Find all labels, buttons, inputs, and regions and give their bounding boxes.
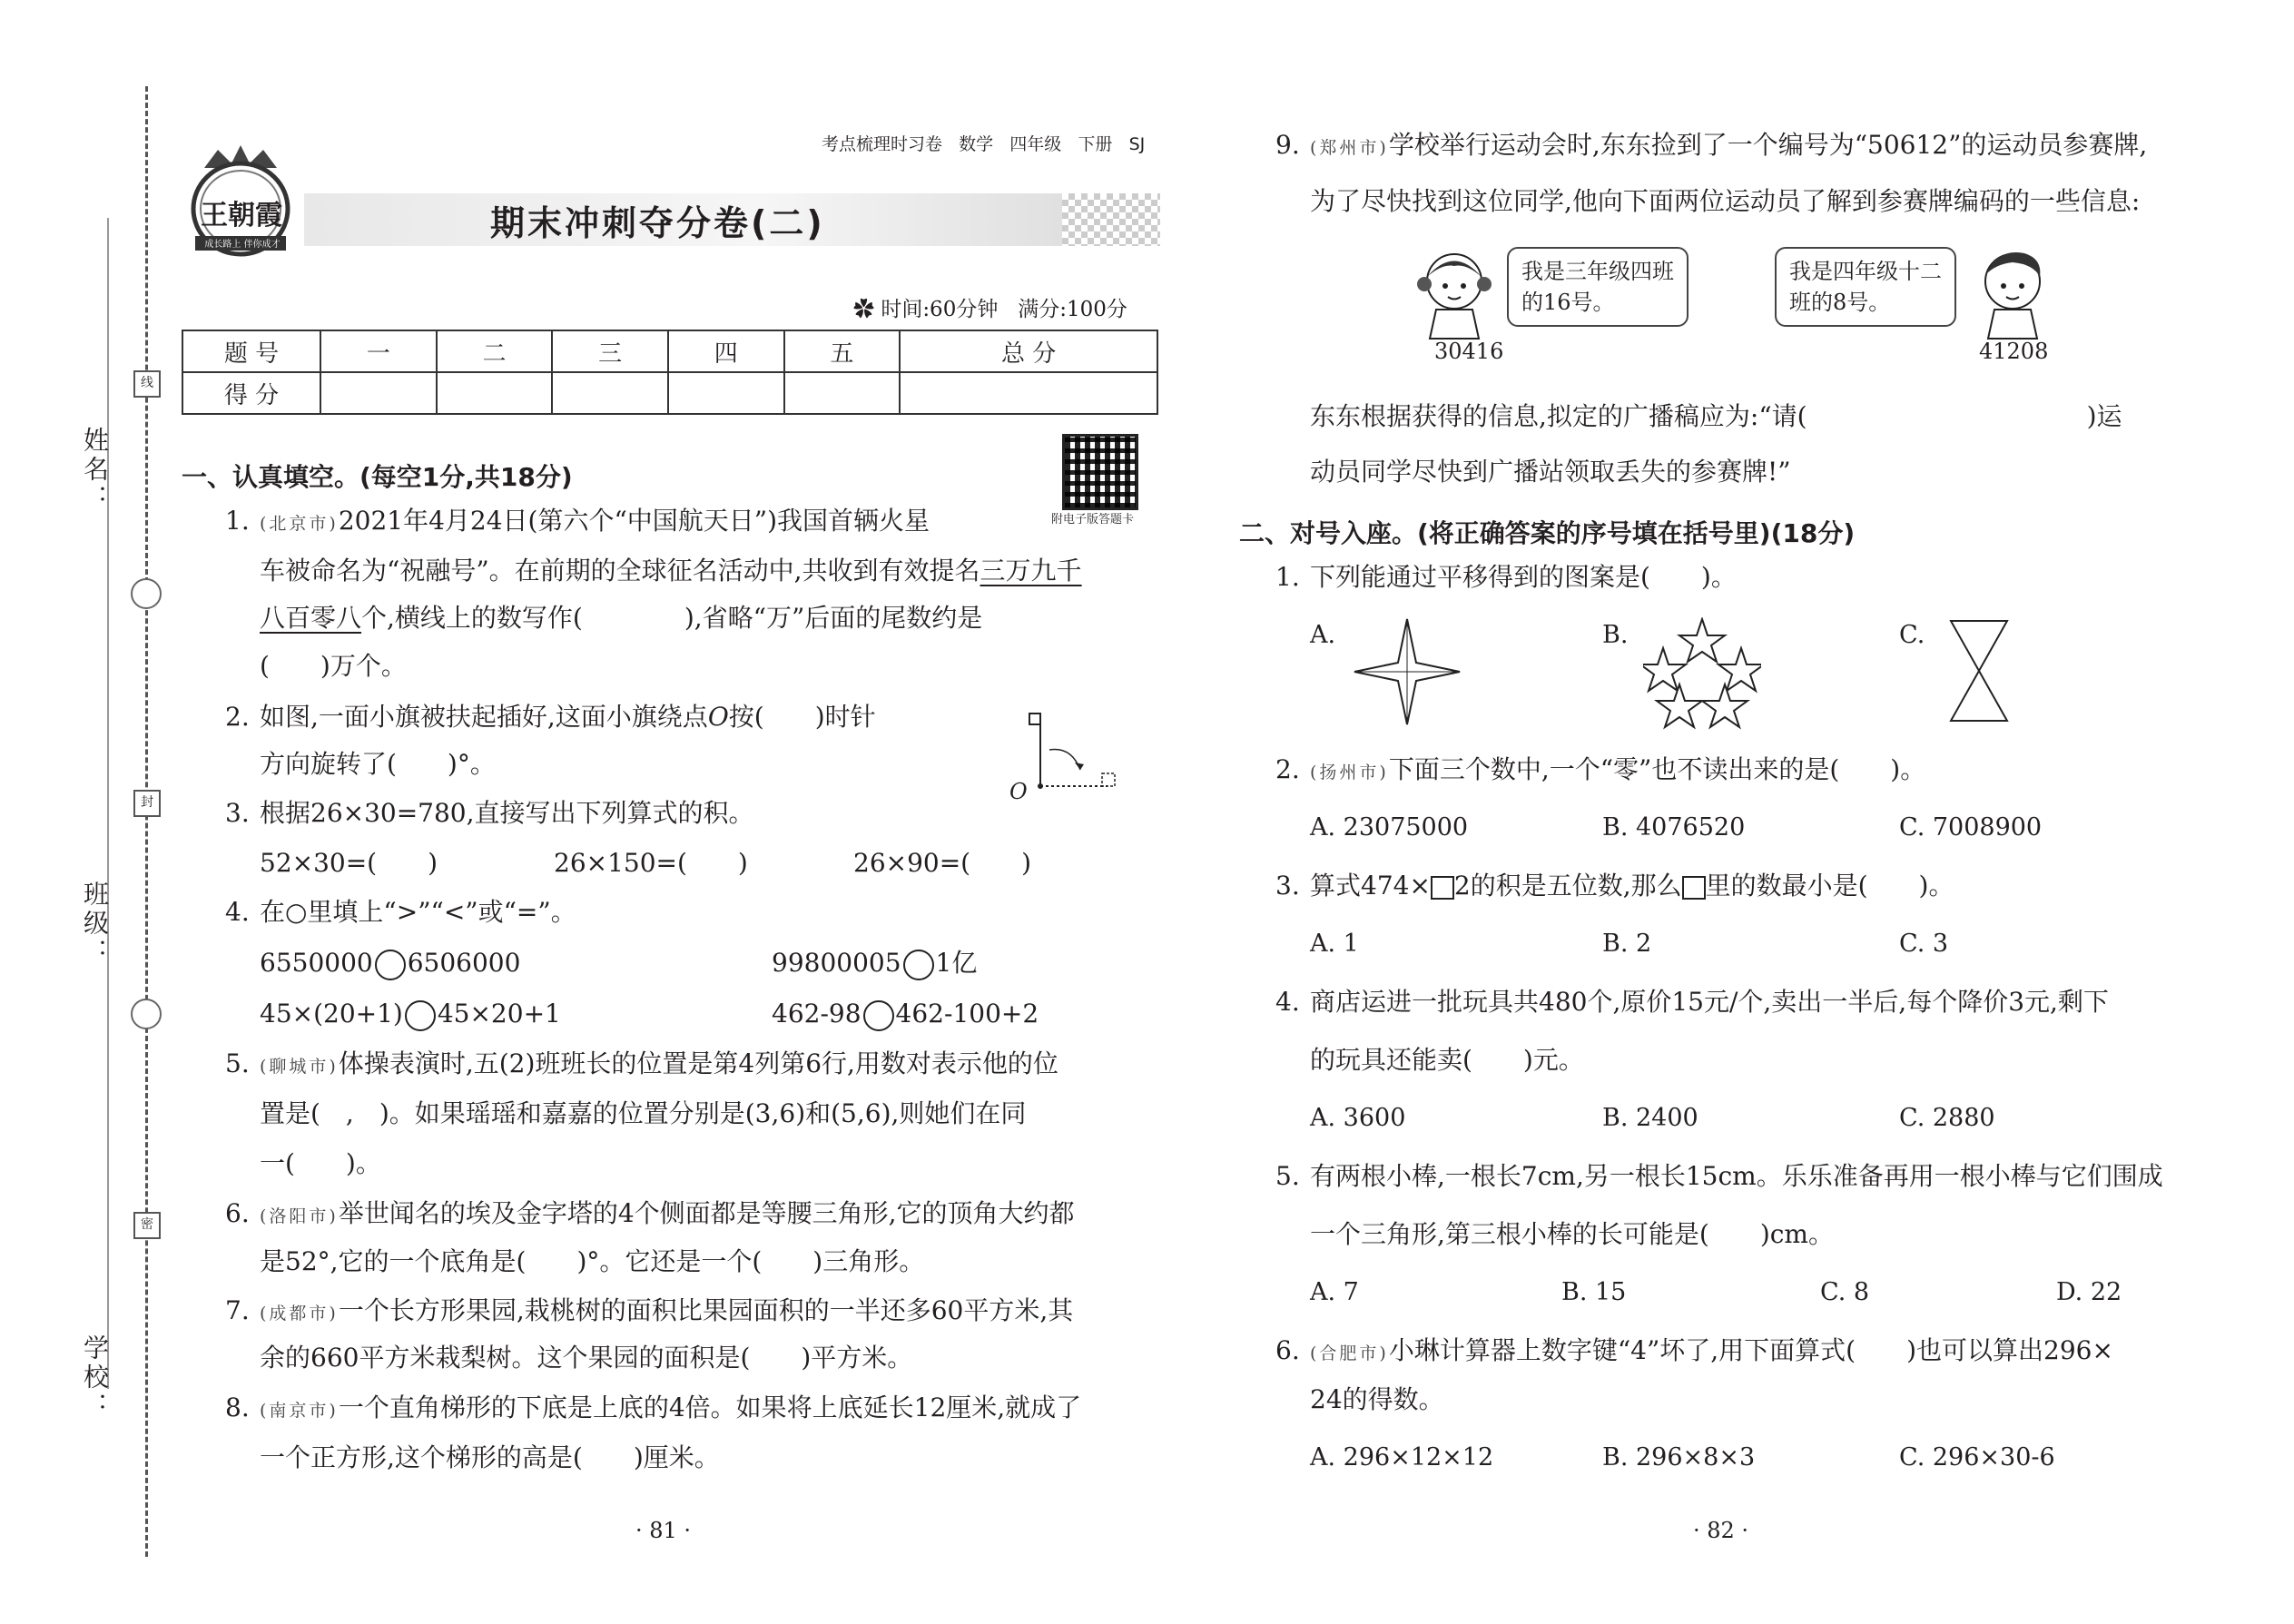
q3-text: 根据26×30=780,直接写出下列算式的积。 bbox=[260, 798, 754, 828]
subject: 数学 bbox=[959, 134, 994, 154]
q1-line2 bbox=[260, 553, 1082, 589]
q6-text: 举世闻名的埃及金字塔的4个侧面都是等腰三角形,它的顶角大约都 bbox=[338, 1198, 1075, 1228]
edition: SJ bbox=[1128, 134, 1146, 154]
score-input-cell[interactable] bbox=[784, 372, 901, 414]
q2-point-o: O bbox=[707, 702, 729, 732]
q8-line1 bbox=[225, 1390, 1081, 1429]
s2-q1-option-b[interactable]: B. bbox=[1602, 621, 1629, 649]
q3-b: 26×150=( ) bbox=[554, 848, 748, 878]
page-title: 期末冲刺夺分卷(二) bbox=[490, 203, 825, 243]
compare-circle-input[interactable] bbox=[405, 1000, 436, 1031]
table-cell: 一 bbox=[320, 330, 437, 372]
score-table bbox=[182, 330, 1158, 415]
q5-number: 5. bbox=[225, 1048, 250, 1078]
table-cell: 四 bbox=[668, 330, 784, 372]
q6-number: 6. bbox=[225, 1198, 250, 1228]
s2-q3-option-a[interactable]: A. 1 bbox=[1310, 930, 1359, 958]
score-table-score-row bbox=[182, 372, 1157, 414]
section1-title: 一、认真填空。(每空1分,共18分) bbox=[182, 462, 573, 492]
s2-q6-text: 小琳计算器上数字键“4”坏了,用下面算式( )也可以算出296× bbox=[1388, 1335, 2113, 1365]
q4-a bbox=[260, 945, 520, 981]
section2-title: 二、对号入座。(将正确答案的序号填在括号里)(18分) bbox=[1239, 518, 1856, 548]
q1-line3 bbox=[260, 600, 982, 636]
q8-text: 一个直角梯形的下底是上底的4倍。如果将上底延长12厘米,就成了 bbox=[338, 1393, 1082, 1422]
q3-c: 26×90=( ) bbox=[853, 848, 1032, 878]
compare-circle-input[interactable] bbox=[375, 950, 406, 980]
q1-region: (北京市) bbox=[260, 514, 339, 534]
binding-dashed-line bbox=[145, 86, 148, 1557]
s2-q6-number: 6. bbox=[1275, 1335, 1300, 1365]
grade: 四年级 bbox=[1009, 134, 1062, 154]
s2-q2-region: (扬州市) bbox=[1310, 763, 1389, 782]
q3-number: 3. bbox=[225, 798, 250, 828]
brand-name: 王朝霞 bbox=[201, 200, 282, 231]
score-input-cell[interactable] bbox=[552, 372, 668, 414]
table-cell: 总 分 bbox=[900, 330, 1157, 372]
q5-region: (聊城市) bbox=[260, 1057, 339, 1077]
score-input-cell[interactable] bbox=[668, 372, 784, 414]
qr-caption: 附电子版答题卡 bbox=[1051, 513, 1135, 527]
q9-region: (郑州市) bbox=[1310, 138, 1389, 158]
s2-q2-option-a[interactable]: A. 23075000 bbox=[1310, 813, 1469, 842]
q2-line1 bbox=[225, 699, 876, 735]
q4-b-left: 99800005 bbox=[772, 948, 901, 978]
s2-q6-option-b[interactable]: B. 296×8×3 bbox=[1602, 1443, 1756, 1471]
q1-text: 个,横线上的数写作( ),省略“万”后面的尾数约是 bbox=[361, 603, 983, 633]
score-input-cell[interactable] bbox=[320, 372, 437, 414]
time-score-info bbox=[853, 292, 1127, 322]
q4-a-right: 6506000 bbox=[407, 948, 521, 978]
s2-q4-line2: 的玩具还能卖( )元。 bbox=[1310, 1045, 1584, 1075]
s2-q2-option-b[interactable]: B. 4076520 bbox=[1602, 813, 1746, 842]
table-cell: 五 bbox=[784, 330, 901, 372]
blank-square-icon bbox=[1431, 876, 1454, 900]
q2-number: 2. bbox=[225, 702, 250, 732]
q7-region: (成都市) bbox=[260, 1304, 339, 1324]
compare-circle-input[interactable] bbox=[863, 1000, 894, 1031]
five-stars-figure bbox=[1643, 617, 1761, 731]
girl-bubble-line: 的16号。 bbox=[1521, 290, 1615, 315]
s2-q5-text: 有两根小棒,一根长7cm,另一根长15cm。乐乐准备再用一根小棒与它们围成 bbox=[1310, 1161, 2163, 1191]
time-info: 时间:60分钟 bbox=[881, 298, 999, 321]
q3-a: 52×30=( ) bbox=[260, 848, 438, 878]
table-cell: 题 号 bbox=[182, 330, 320, 372]
girl-number: 30416 bbox=[1434, 339, 1504, 364]
q4-d-right: 462-100+2 bbox=[895, 999, 1039, 1029]
q1-number: 1. bbox=[225, 506, 250, 536]
q4-d bbox=[772, 996, 1039, 1032]
q1-line4: ( )万个。 bbox=[260, 651, 407, 681]
q9-line4: 动员同学尽快到广播站领取丢失的参赛牌!” bbox=[1310, 457, 1791, 487]
q1-underlined-number: 八百零八 bbox=[260, 603, 362, 633]
s2-q4-option-a[interactable]: A. 3600 bbox=[1310, 1104, 1406, 1132]
blank-square-icon bbox=[1682, 876, 1706, 900]
header-series-info bbox=[822, 131, 1145, 155]
point-o-label: O bbox=[1009, 779, 1028, 804]
s2-q2-text: 下面三个数中,一个“零”也不读出来的是( )。 bbox=[1388, 754, 1926, 784]
q4-text: 在○里填上“>”“<”或“=”。 bbox=[260, 897, 576, 927]
table-cell: 二 bbox=[437, 330, 553, 372]
hourglass-figure bbox=[1947, 619, 2011, 723]
q7-text: 一个长方形果园,栽桃树的面积比果园面积的一半还多60平方米,其 bbox=[338, 1295, 1074, 1325]
q5-text: 体操表演时,五(2)班班长的位置是第4列第6行,用数对表示他的位 bbox=[338, 1048, 1058, 1078]
qr-code[interactable] bbox=[1062, 434, 1138, 510]
s2-q1-option-a[interactable]: A. bbox=[1310, 621, 1336, 649]
girl-bubble-line: 我是三年级四班 bbox=[1521, 259, 1674, 284]
q2-text: 如图,一面小旗被扶起插好,这面小旗绕点 bbox=[260, 702, 708, 732]
q2-text: 按( )时针 bbox=[728, 702, 876, 732]
s2-q1-option-c[interactable]: C. bbox=[1899, 621, 1925, 649]
s2-q2-line1 bbox=[1275, 752, 1925, 791]
q4-b bbox=[772, 945, 977, 981]
name-label: 姓名： bbox=[80, 427, 110, 514]
binding-seal-icon bbox=[131, 578, 162, 609]
q8-number: 8. bbox=[225, 1393, 250, 1422]
table-cell: 三 bbox=[552, 330, 668, 372]
s2-q5-option-a[interactable]: A. 7 bbox=[1310, 1278, 1359, 1306]
score-input-cell[interactable] bbox=[900, 372, 1157, 414]
school-label: 学校： bbox=[80, 1334, 110, 1422]
s2-q3-line1 bbox=[1275, 868, 1954, 904]
q1-text: 车被命名为“祝融号”。在前期的全球征名活动中,共收到有效提名 bbox=[260, 556, 980, 586]
s2-q1-number: 1. bbox=[1275, 562, 1300, 592]
q4-d-left: 462-98 bbox=[772, 999, 861, 1029]
q6-line2: 是52°,它的一个底角是( )°。它还是一个( )三角形。 bbox=[260, 1246, 925, 1276]
s2-q3-text: 2的积是五位数,那么 bbox=[1453, 871, 1682, 901]
q5-line1 bbox=[225, 1046, 1058, 1085]
q9-line3: 东东根据获得的信息,拟定的广播稿应为:“请( )运 bbox=[1310, 401, 2122, 431]
name-field[interactable] bbox=[102, 209, 104, 427]
s2-q3-option-b[interactable]: B. 2 bbox=[1602, 930, 1652, 958]
boy-illustration bbox=[1970, 241, 2056, 340]
binding-seal-icon bbox=[131, 999, 162, 1029]
s2-q2-number: 2. bbox=[1275, 754, 1300, 784]
score-table-header-row bbox=[182, 330, 1157, 372]
girl-speech-bubble bbox=[1507, 247, 1689, 327]
binding-solid-line bbox=[107, 218, 109, 1389]
q7-number: 7. bbox=[225, 1295, 250, 1325]
four-point-star-figure bbox=[1353, 617, 1462, 726]
binding-mark-mi: 密 bbox=[133, 1212, 161, 1239]
s2-q6-option-c[interactable]: C. 296×30-6 bbox=[1899, 1443, 2055, 1471]
s2-q4-option-b[interactable]: B. 2400 bbox=[1602, 1104, 1698, 1132]
s2-q3-option-c[interactable]: C. 3 bbox=[1899, 930, 1949, 958]
q4-c-right: 45×20+1 bbox=[437, 999, 561, 1029]
series-name: 考点梳理时习卷 bbox=[822, 134, 943, 154]
page-number-right: · 82 · bbox=[1693, 1518, 1749, 1543]
s2-q5-number: 5. bbox=[1275, 1161, 1300, 1191]
s2-q5-line1 bbox=[1275, 1158, 2163, 1195]
score-input-cell[interactable] bbox=[437, 372, 553, 414]
boy-bubble-line: 我是四年级十二 bbox=[1789, 259, 1942, 284]
q5-line3: 一( )。 bbox=[260, 1148, 381, 1178]
q9-line1 bbox=[1275, 127, 2147, 166]
q1-text: 2021年4月24日(第六个“中国航天日”)我国首辆火星 bbox=[338, 506, 930, 536]
s2-q1-text: 下列能通过平移得到的图案是( )。 bbox=[1310, 562, 1737, 592]
s2-q5-option-b[interactable]: B. 15 bbox=[1561, 1278, 1627, 1306]
boy-bubble-line: 班的8号。 bbox=[1789, 290, 1891, 315]
binding-mark-xian: 线 bbox=[133, 370, 161, 398]
boy-speech-bubble bbox=[1775, 247, 1956, 327]
q9-line2: 为了尽快找到这位同学,他向下面两位运动员了解到参赛牌编码的一些信息: bbox=[1310, 186, 2141, 216]
q9-number: 9. bbox=[1275, 130, 1300, 160]
volume: 下册 bbox=[1078, 134, 1113, 154]
q4-c-left: 45×(20+1) bbox=[260, 999, 403, 1029]
q7-line1 bbox=[225, 1293, 1073, 1332]
q1-line1 bbox=[225, 503, 930, 542]
title-banner-checker bbox=[1062, 193, 1160, 246]
girl-illustration bbox=[1412, 241, 1498, 340]
table-cell: 得 分 bbox=[182, 372, 320, 414]
clock-icon: ✿ bbox=[853, 298, 874, 321]
q4-a-left: 6550000 bbox=[260, 948, 373, 978]
full-score-info: 满分:100分 bbox=[1018, 298, 1127, 321]
q5-line2: 置是( , )。如果瑶瑶和嘉嘉的位置分别是(3,6)和(5,6),则她们在同 bbox=[260, 1098, 1027, 1128]
compare-circle-input[interactable] bbox=[903, 950, 934, 980]
s2-q5-line2: 一个三角形,第三根小棒的长可能是( )cm。 bbox=[1310, 1219, 1834, 1249]
binding-mark-feng: 封 bbox=[133, 790, 161, 817]
q3-line1 bbox=[225, 795, 754, 832]
q8-region: (南京市) bbox=[260, 1401, 339, 1421]
q6-line1 bbox=[225, 1196, 1075, 1235]
s2-q2-option-c[interactable]: C. 7008900 bbox=[1899, 813, 2043, 842]
s2-q6-line2: 24的得数。 bbox=[1310, 1384, 1444, 1414]
s2-q4-text: 商店运进一批玩具共480个,原价15元/个,卖出一半后,每个降价3元,剩下 bbox=[1310, 987, 2109, 1017]
class-label: 班级： bbox=[80, 881, 110, 968]
q7-line2: 余的660平方米栽梨树。这个果园的面积是( )平方米。 bbox=[260, 1343, 913, 1373]
s2-q5-option-d[interactable]: D. 22 bbox=[2056, 1278, 2122, 1306]
page-number-left: · 81 · bbox=[635, 1518, 692, 1543]
s2-q1-line1 bbox=[1275, 559, 1737, 595]
s2-q5-option-c[interactable]: C. 8 bbox=[1820, 1278, 1870, 1306]
q4-b-right: 1亿 bbox=[935, 948, 978, 978]
q8-line2: 一个正方形,这个梯形的高是( )厘米。 bbox=[260, 1442, 720, 1472]
q9-text: 学校举行运动会时,东东捡到了一个编号为“50612”的运动员参赛牌, bbox=[1388, 130, 2148, 160]
q4-c bbox=[260, 996, 561, 1032]
q4-line1 bbox=[225, 894, 576, 930]
s2-q6-option-a[interactable]: A. 296×12×12 bbox=[1310, 1443, 1494, 1471]
q6-region: (洛阳市) bbox=[260, 1206, 339, 1226]
s2-q3-text: 算式474× bbox=[1310, 871, 1431, 901]
q4-number: 4. bbox=[225, 897, 250, 927]
boy-number: 41208 bbox=[1979, 339, 2049, 364]
q2-line2: 方向旋转了( )°。 bbox=[260, 749, 496, 779]
s2-q6-line1 bbox=[1275, 1333, 2113, 1372]
brand-slogan: 成长路上 伴你成才 bbox=[204, 240, 281, 250]
s2-q4-line1 bbox=[1275, 984, 2109, 1020]
s2-q4-number: 4. bbox=[1275, 987, 1300, 1017]
s2-q3-text: 里的数最小是( )。 bbox=[1705, 871, 1954, 901]
s2-q4-option-c[interactable]: C. 2880 bbox=[1899, 1104, 1995, 1132]
s2-q6-region: (合肥市) bbox=[1310, 1343, 1389, 1363]
q1-underlined-number: 三万九千 bbox=[980, 556, 1082, 586]
s2-q3-number: 3. bbox=[1275, 871, 1300, 901]
